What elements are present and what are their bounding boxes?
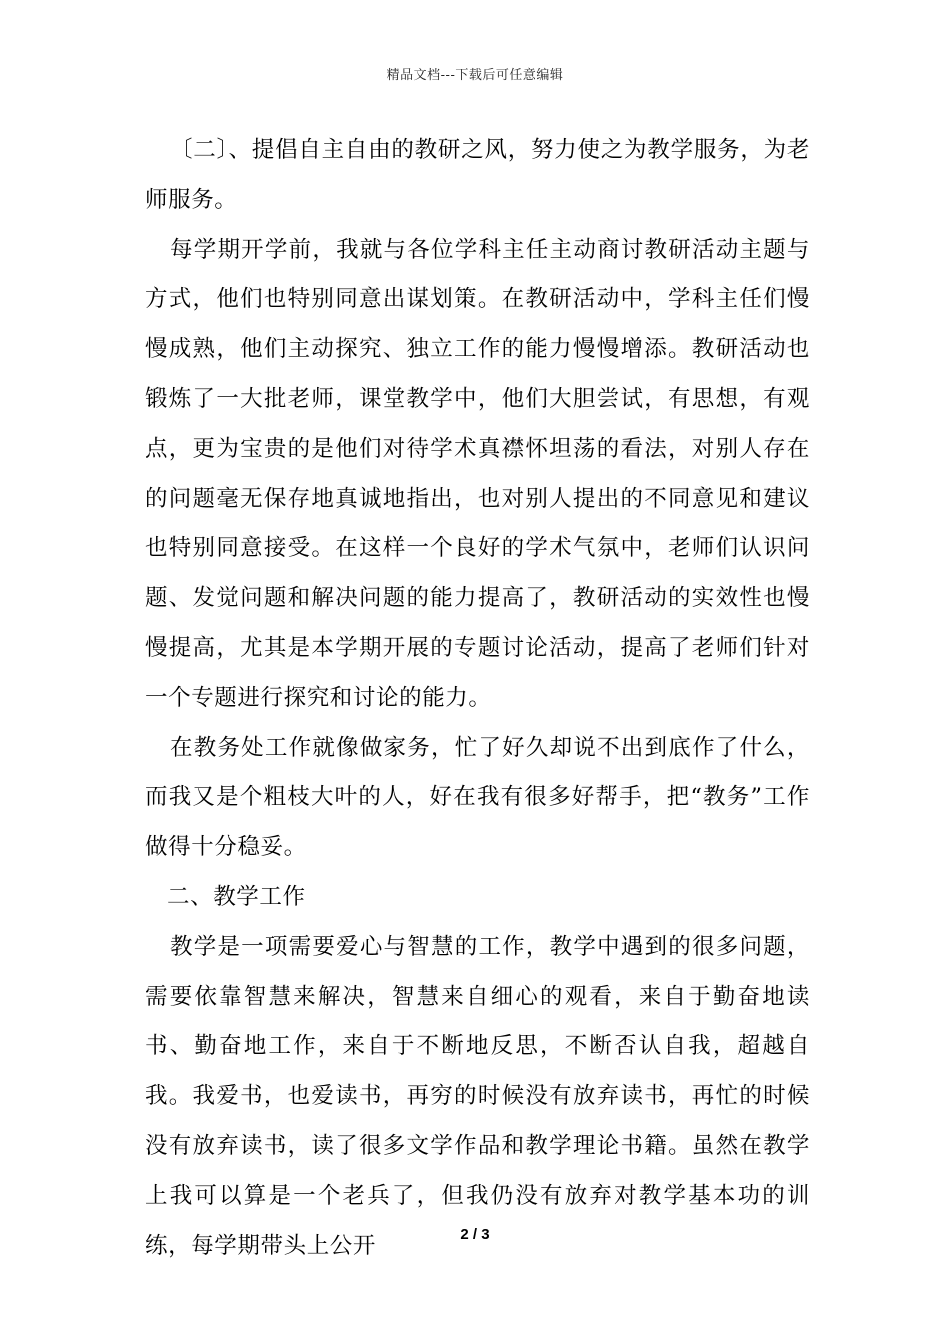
page-number: 2 / 3 (460, 1226, 490, 1243)
document-body (145, 126, 810, 1271)
paragraph-section-two-title: 〔二〕、提倡自主自由的教研之风，努力使之为教学服务，为老师服务。 (145, 137, 810, 213)
paragraph-teaching-wisdom: 教学是一项需要爱心与智慧的工作，教学中遇到的很多问题，需要依靠智慧来解决，智慧来自细心的观看，来自于勤奋地读书、勤奋地工作，来自于不断地反思，不断否认自我，超越自我。我爱书，也爱读书，再穷的时候没有放弃读书，再忙的时候没有放弃读书，读了很多文学作品和教学理论书籍。虽然在教学上我可以算是一个老兵了，但我仍没有放弃对教学基本功的训练，每学期带头上公开 (145, 933, 810, 1259)
page-header: 精品文档---下载后可任意编辑 (386, 68, 564, 83)
paragraph-teaching-research: 每学期开学前，我就与各位学科主任主动商讨教研活动主题与方式，他们也特别同意出谋划策。在教研活动中，学科主任们慢慢成熟，他们主动探究、独立工作的能力慢慢增添。教研活动也锻炼了一大批老师，课堂教学中，他们大胆尝试，有思想，有观点，更为宝贵的是他们对待学术真襟怀坦荡的看法，对别人存在的问题毫无保存地真诚地指出，也对别人提出的不同意见和建议也特别同意接受。在这样一个良好的学术气氛中，老师们认识问题、发觉问题和解决问题的能力提高了，教研活动的实效性也慢慢提高，尤其是本学期开展的专题讨论活动，提高了老师们针对一个专题进行探究和讨论的能力。 (145, 236, 810, 711)
paragraph-academic-affairs: 在教务处工作就像做家务，忙了好久却说不出到底作了什么，而我又是个粗枝大叶的人，好在我有很多好帮手，把“教务”工作做得十分稳妥。 (145, 734, 810, 861)
section-heading-teaching-work: 二、教学工作 (167, 883, 306, 910)
